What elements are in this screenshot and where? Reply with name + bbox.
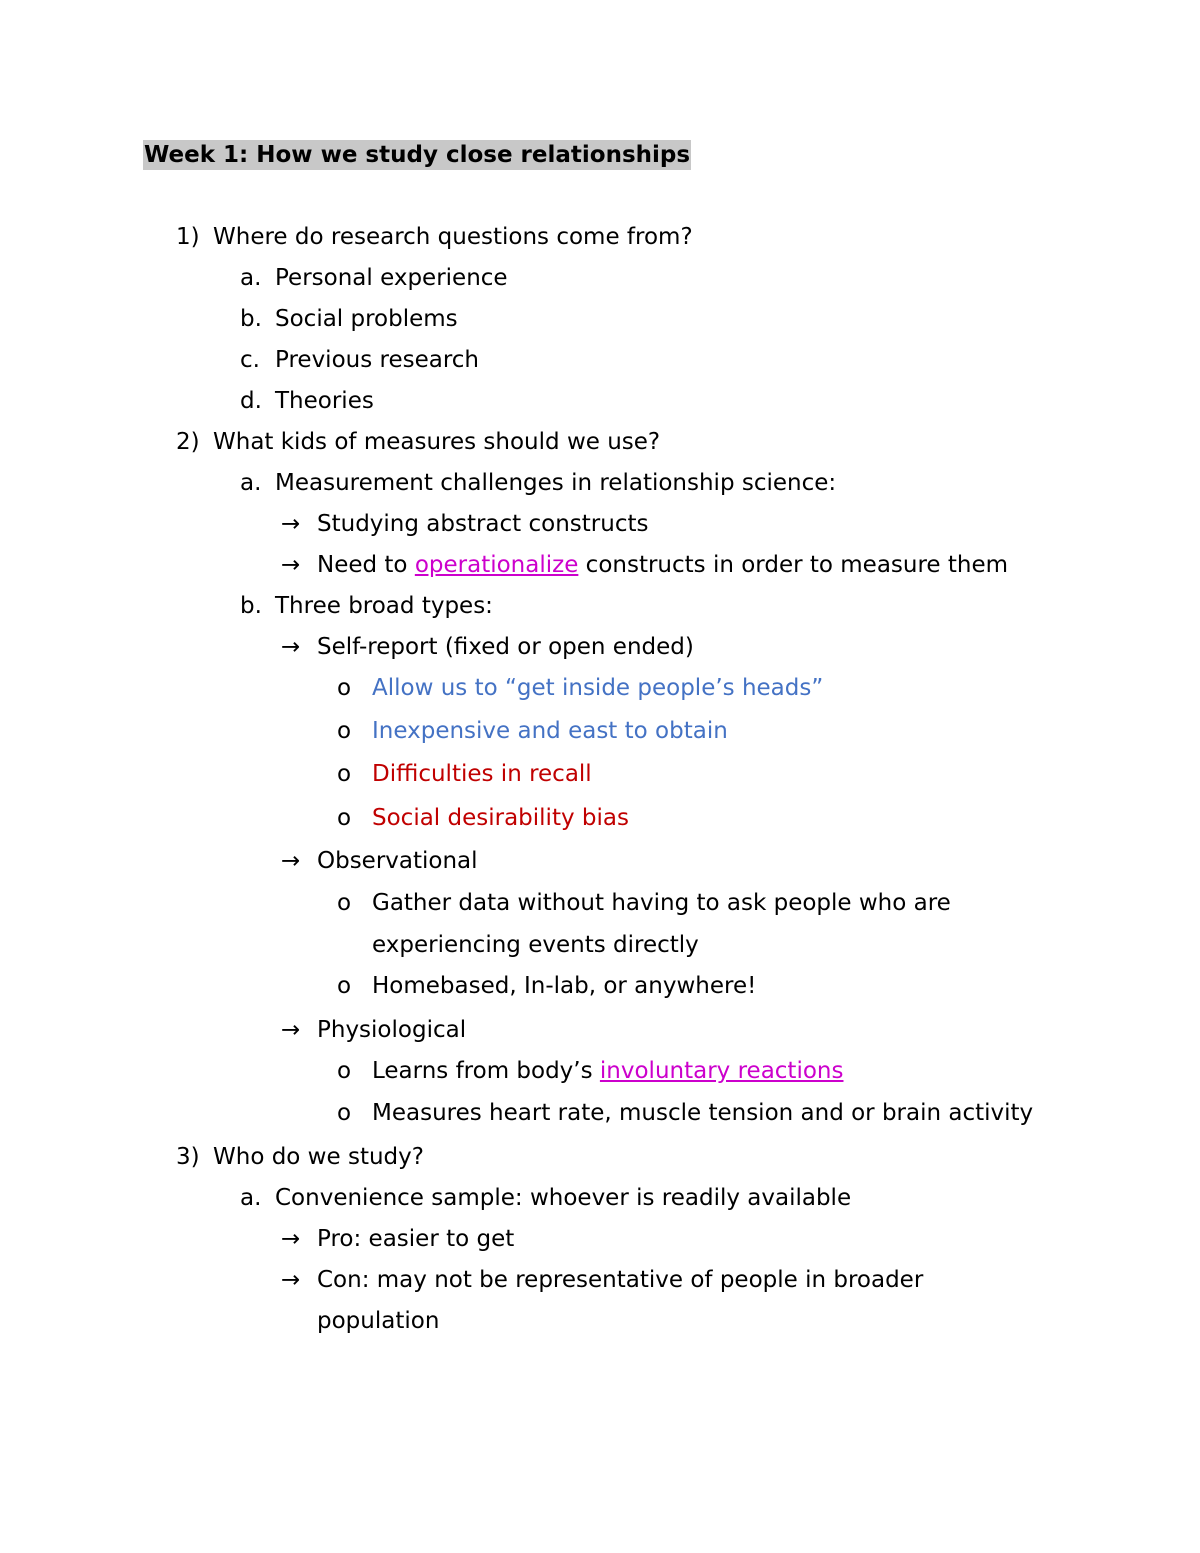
bullet-icon: o bbox=[337, 890, 352, 916]
arrow-item-text: Pro: easier to get bbox=[317, 1226, 515, 1252]
arrow-item-text: Self-report (fixed or open ended) bbox=[317, 634, 694, 660]
arrow-icon: → bbox=[281, 1267, 301, 1293]
bullet-icon: o bbox=[337, 761, 352, 787]
bullet-icon: o bbox=[337, 1058, 352, 1084]
arrow-icon: → bbox=[281, 552, 301, 578]
arrow-icon: → bbox=[281, 1017, 301, 1043]
list-letter: c. bbox=[240, 347, 260, 373]
list-letter: d. bbox=[240, 388, 262, 414]
bullet-icon: o bbox=[337, 805, 352, 831]
arrow-item-text: population bbox=[317, 1308, 440, 1334]
arrow-icon: → bbox=[281, 848, 301, 874]
page-title: Week 1: How we study close relationships bbox=[144, 142, 691, 168]
list-item-text: What kids of measures should we use? bbox=[213, 429, 661, 455]
bullet-icon: o bbox=[337, 973, 352, 999]
arrow-icon: → bbox=[281, 511, 301, 537]
bullet-icon: o bbox=[337, 675, 352, 701]
list-letter: a. bbox=[240, 1185, 262, 1211]
bullet-item-text: Difficulties in recall bbox=[372, 761, 592, 787]
bullet-item-text: Gather data without having to ask people who are bbox=[372, 890, 951, 916]
bullet-icon: o bbox=[337, 1100, 352, 1126]
list-number: 2) bbox=[176, 429, 200, 455]
bullet-item-text: Inexpensive and east to obtain bbox=[372, 718, 728, 744]
bullet-item-text: Allow us to “get inside people’s heads” bbox=[372, 675, 824, 701]
operationalize-link[interactable]: operationalize bbox=[414, 552, 579, 578]
arrow-icon: → bbox=[281, 1226, 301, 1252]
list-number: 3) bbox=[176, 1144, 200, 1170]
list-letter: b. bbox=[240, 593, 262, 619]
list-number: 1) bbox=[176, 224, 200, 250]
list-letter: b. bbox=[240, 306, 262, 332]
list-item-text: Where do research questions come from? bbox=[213, 224, 693, 250]
bullet-item-text: Measures heart rate, muscle tension and or brain activity bbox=[372, 1100, 1034, 1126]
arrow-item-text: Con: may not be representative of people in broader bbox=[317, 1267, 924, 1293]
list-item-text: Social problems bbox=[275, 306, 458, 332]
bullet-item-text: experiencing events directly bbox=[372, 932, 699, 958]
list-item-text: Measurement challenges in relationship science: bbox=[275, 470, 837, 496]
list-item-text: Personal experience bbox=[275, 265, 508, 291]
list-item-text: Convenience sample: whoever is readily available bbox=[275, 1185, 852, 1211]
arrow-item-text: Need to operationalize constructs in order to measure them bbox=[317, 552, 1009, 578]
list-letter: a. bbox=[240, 265, 262, 291]
bullet-item-text: Homebased, In-lab, or anywhere! bbox=[372, 973, 757, 999]
bullet-icon: o bbox=[337, 718, 352, 744]
arrow-icon: → bbox=[281, 634, 301, 660]
arrow-item-text: Observational bbox=[317, 848, 478, 874]
bullet-item-text: Social desirability bias bbox=[372, 805, 629, 831]
involuntary-reactions-link[interactable]: involuntary reactions bbox=[599, 1058, 844, 1084]
arrow-item-text: Studying abstract constructs bbox=[317, 511, 649, 537]
list-item-text: Theories bbox=[275, 388, 374, 414]
bullet-item-text: Learns from body’s involuntary reactions bbox=[372, 1058, 844, 1084]
list-item-text: Previous research bbox=[275, 347, 480, 373]
list-letter: a. bbox=[240, 470, 262, 496]
list-item-text: Three broad types: bbox=[275, 593, 493, 619]
list-item-text: Who do we study? bbox=[213, 1144, 424, 1170]
arrow-item-text: Physiological bbox=[317, 1017, 467, 1043]
